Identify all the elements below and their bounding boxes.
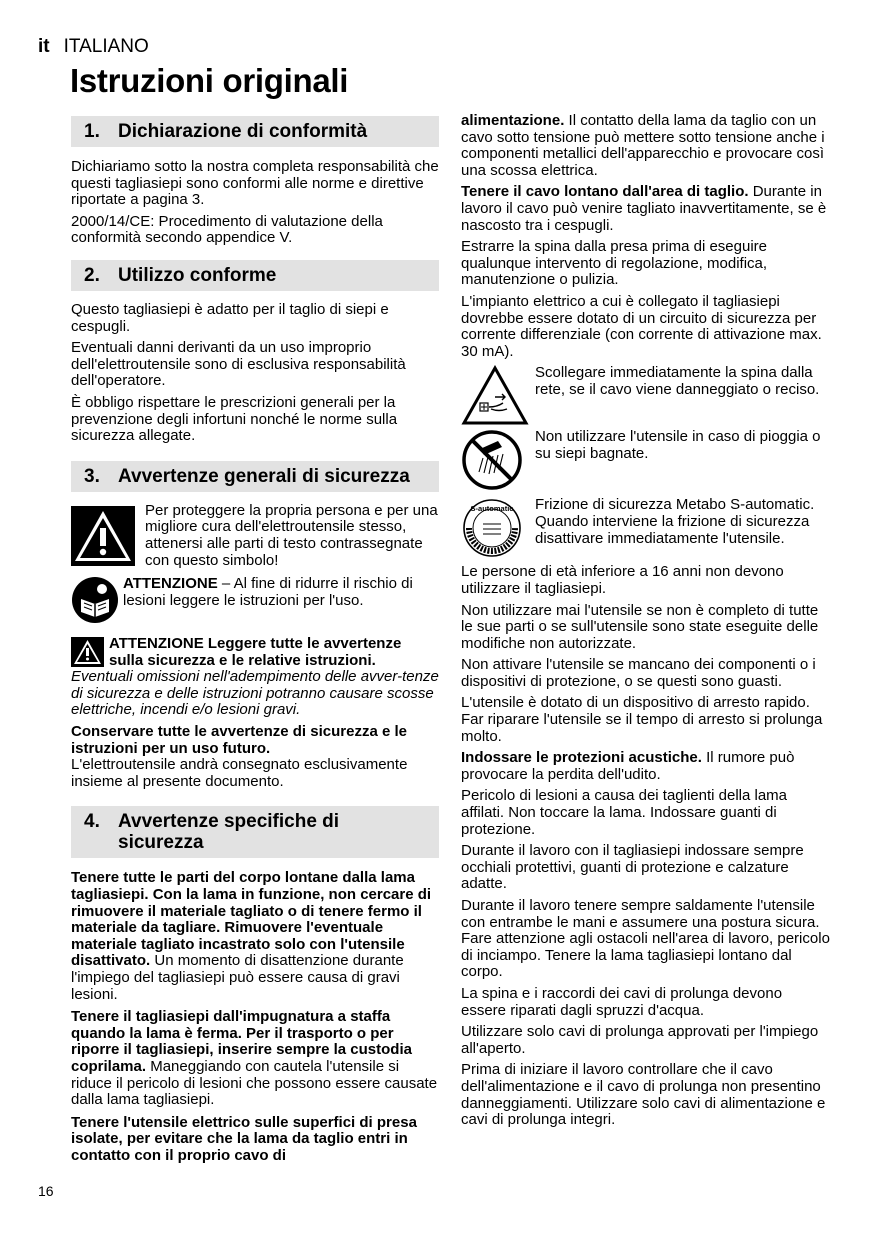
left-column [71,116,439,1170]
paragraph: L'elettroutensile andrà consegnato esclusivamente insieme al presente documento. [71,756,408,790]
section-heading-4 [71,806,439,858]
right-column [461,113,831,1134]
s-automatic-label: S-automatic [470,504,514,514]
paragraph-text: Un momento di disattenzione durante l'impiego del tagliasiepi può essere causa di gravi lesioni. [71,952,404,1003]
paragraph: Non attivare l'utensile se mancano dei componenti o i dispositivi di protezione, o se questi sono guasti. [461,656,816,690]
paragraph: Dichiariamo sotto la nostra completa responsabilità che questi tagliasiepi sono conformi alle norme e direttive riportate a pagina 3. [71,158,439,209]
s-automatic-clutch-icon [461,497,535,559]
section-heading-2 [71,260,439,291]
paragraph-text: Maneggiando con cautela l'utensile si riduce il pericolo di lesioni che possono essere causate dalla lama tagliasiepi. [71,1057,438,1109]
section-heading-3 [71,461,439,492]
section-number: 1. [84,121,100,142]
section-number: 2. [84,264,100,286]
bold-text: Tenere il tagliasiepi dall'impugnatura a staffa quando la lama è ferma. Per il trasporto o per riporre il tagliasiepi, inserire sempre la custodia coprilama. [71,1008,412,1075]
attention-block [71,636,439,719]
paragraph: Questo tagliasiepi è adatto per il taglio di siepi e cespugli. [71,300,389,335]
bold-text: Tenere tutte le parti del corpo lontane dalla lama tagliasiepi. Con la lama in funzione, non cercare di rimuovere il materiale tagliato o di tenere fermo il materiale da tagliare. Rimuovere l'eventuale materiale tagliato incastrato solo con l'utensile disattivato. [71,869,432,970]
rain-warning-block [461,429,831,491]
paragraph: L'utensile è dotato di un dispositivo di arresto rapido. Far riparare l'utensile se il tempo di arresto si prolunga molto. [461,694,823,745]
read-manual-block [71,576,439,624]
bold-paragraph: Conservare tutte le avvertenze di sicurezza e le istruzioni per un uso futuro. [71,723,407,757]
cable-warning-block [461,365,831,427]
paragraph: Utilizzare solo cavi di prolunga approvati per l'impiego all'aperto. [461,1023,819,1057]
bold-text: Tenere il cavo lontano dall'area di taglio. [461,183,749,201]
s-automatic-block [461,497,831,559]
paragraph: 2000/14/CE: Procedimento di valutazione della conformità secondo appendice V. [71,212,383,247]
section-title: Dichiarazione di conformità [118,121,368,142]
bold-text: Indossare le protezioni acustiche. [461,749,702,767]
bold-paragraph: Tenere l'utensile elettrico sulle superfici di presa isolate, per evitare che la lama da taglio entri in contatto con il proprio cavo di [71,1113,417,1164]
paragraph: Non utilizzare l'utensile in caso di pioggia o su siepi bagnate. [535,428,821,462]
paragraph: Pericolo di lesioni a causa dei taglienti della lama affilati. Non toccare la lama. Indossare guanti di protezione. [461,787,788,838]
paragraph: Non utilizzare mai l'utensile se non è completo di tutte le sue parti o se sull'utensile sono state eseguite delle modifiche non autorizzate. [461,601,819,652]
paragraph: Durante il lavoro con il tagliasiepi indossare sempre occhiali protettivi, guanti di protezione e calzature adatte. [461,842,804,893]
paragraph: Estrarre la spina dalla presa prima di eseguire qualunque intervento di regolazione, modifica, manutenzione o pulizia. [461,238,768,289]
attention-text: – Al fine di ridurre il rischio di lesioni leggere le istruzioni per l'uso. [123,575,413,609]
section-number: 4. [84,811,100,833]
warning-triangle-small-icon [71,637,104,667]
paragraph: Eventuali danni derivanti da un uso improprio dell'elettroutensile sono di esclusiva responsabilità dell'operatore. [71,339,406,390]
section-title: Avvertenze specifiche di sicurezza [118,811,340,854]
warning-triangle-icon [71,506,135,566]
page-title: Istruzioni originali [70,62,349,99]
paragraph-text: Il rumore può provocare la perdita dell'udito. [461,749,795,783]
section-heading-1 [71,116,439,147]
paragraph: È obbligo rispettare le prescrizioni generali per la prevenzione degli infortuni nonché le norme sulla sicurezza allegate. [71,393,398,445]
page-number: 16 [38,1183,54,1199]
paragraph: Prima di iniziare il lavoro controllare che il cavo dell'alimentazione e il cavo di prolunga non presentino danneggiamenti. Utilizzare solo cavi di alimentazione e cavi di prolunga integri. [461,1061,826,1129]
language-code: it [38,36,50,57]
paragraph-text: Il contatto della lama da taglio con un cavo sotto tensione può mettere sotto tensione anche i componenti metallici dell'apparecchio e provocare così una scossa elettrica. [461,112,825,179]
cable-damage-warning-icon [461,365,535,427]
attention-heading: ATTENZIONE Leggere tutte le avvertenze sulla sicurezza e le relative istruzioni. [109,635,402,669]
section-title: Utilizzo conforme [118,264,277,286]
paragraph: Frizione di sicurezza Metabo S-automatic. Quando interviene la frizione di sicurezza disattivare immediatamente l'utensile. [535,496,815,547]
paragraph: L'impianto elettrico a cui è collegato il tagliasiepi dovrebbe essere dotato di un circuito di sicurezza per corrente differenziale (con corrente di attivazione max. 30 mA). [461,292,822,360]
attention-label: ATTENZIONE [123,575,218,593]
no-rain-icon [461,429,535,491]
paragraph: La spina e i raccordi dei cavi di prolunga devono essere riparati dagli spruzzi d'acqua. [461,984,783,1019]
section-number: 3. [84,465,100,487]
read-manual-icon [71,576,119,624]
paragraph: Scollegare immediatamente la spina dalla rete, se il cavo viene danneggiato o reciso. [535,364,820,398]
paragraph: Per proteggere la propria persona e per una migliore cura dell'elettroutensile stesso, attenersi alle parti di testo contrassegnate con questo simbolo! [145,501,438,569]
language-header [38,36,149,58]
paragraph-text: Durante in lavoro il cavo può venire tagliato inavvertitamente, se è nascosto tra i cespugli. [461,183,827,234]
paragraph: Durante il lavoro tenere sempre saldamente l'utensile con entrambe le mani e assumere una postura sicura. Fare attenzione agli ostacoli nell'area di lavoro, pericolo di inciampo. Tenere la lama tagliasiepi lontano dal corpo. [461,897,830,981]
italic-paragraph: Eventuali omissioni nell'adempimento delle avver-tenze di sicurezza e delle istruzioni potranno causare scosse elettriche, incendi e/o lesioni gravi. [71,668,439,719]
language-name: ITALIANO [63,36,149,57]
warning-symbol-block [71,503,439,569]
bold-text: alimentazione. [461,112,565,129]
section-title: Avvertenze generali di sicurezza [118,465,410,487]
paragraph: Le persone di età inferiore a 16 anni non devono utilizzare il tagliasiepi. [461,563,784,597]
